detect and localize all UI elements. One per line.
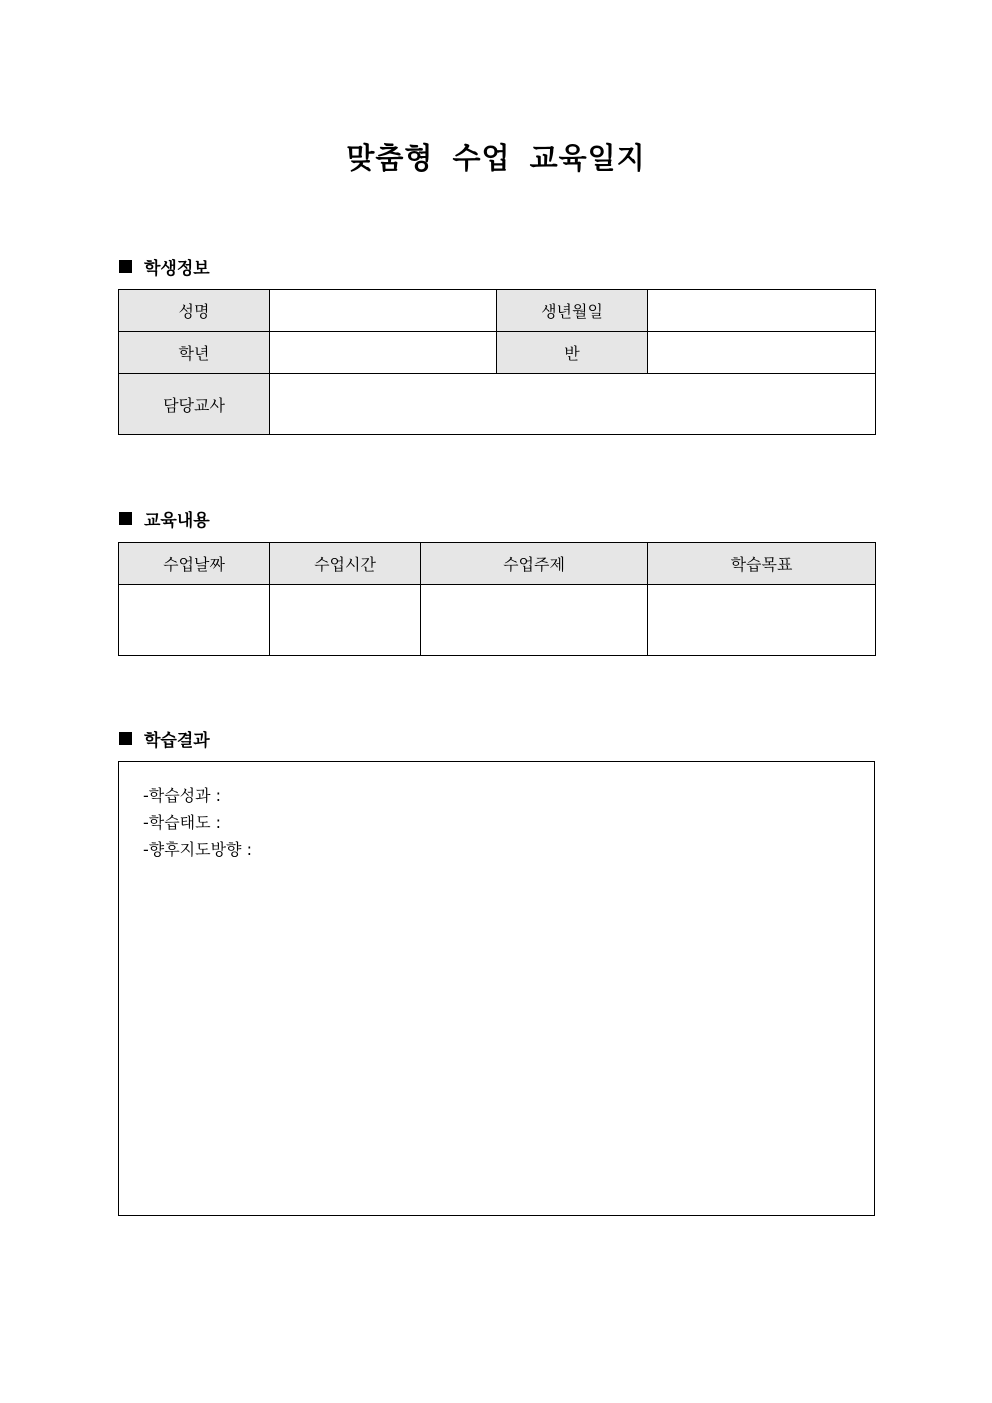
cell-goal[interactable] [648, 585, 876, 656]
field-birthdate[interactable] [648, 290, 876, 332]
field-grade[interactable] [270, 332, 497, 374]
learning-results-box[interactable] [118, 761, 875, 1216]
result-line-future-guidance: -향후지도방향 : [143, 840, 252, 859]
student-info-table [118, 289, 876, 435]
label-birthdate: 생년월일 [497, 290, 648, 332]
column-header-topic: 수업주제 [421, 543, 648, 585]
cell-date[interactable] [119, 585, 270, 656]
field-class[interactable] [648, 332, 876, 374]
column-header-date: 수업날짜 [119, 543, 270, 585]
section-heading-learning-results [119, 726, 210, 751]
field-teacher[interactable] [270, 374, 876, 435]
label-teacher: 담당교사 [119, 374, 270, 435]
section-heading-label: 교육내용 [144, 511, 210, 531]
cell-topic[interactable] [421, 585, 648, 656]
square-bullet-icon [119, 512, 132, 525]
section-heading-lesson-content [119, 506, 210, 531]
section-heading-label: 학습결과 [144, 731, 210, 751]
result-line-achievement: -학습성과 : [143, 786, 222, 805]
cell-time[interactable] [270, 585, 421, 656]
section-heading-student-info [119, 254, 210, 279]
section-heading-label: 학생정보 [144, 259, 210, 279]
square-bullet-icon [119, 732, 132, 745]
result-line-attitude: -학습태도 : [143, 813, 222, 832]
lesson-content-table [118, 542, 876, 656]
label-class: 반 [497, 332, 648, 374]
column-header-goal: 학습목표 [648, 543, 876, 585]
label-name: 성명 [119, 290, 270, 332]
square-bullet-icon [119, 260, 132, 273]
label-grade: 학년 [119, 332, 270, 374]
table-row [119, 585, 876, 656]
field-name[interactable] [270, 290, 497, 332]
column-header-time: 수업시간 [270, 543, 421, 585]
page-title: 맞춤형 수업 교육일지 [346, 141, 646, 175]
